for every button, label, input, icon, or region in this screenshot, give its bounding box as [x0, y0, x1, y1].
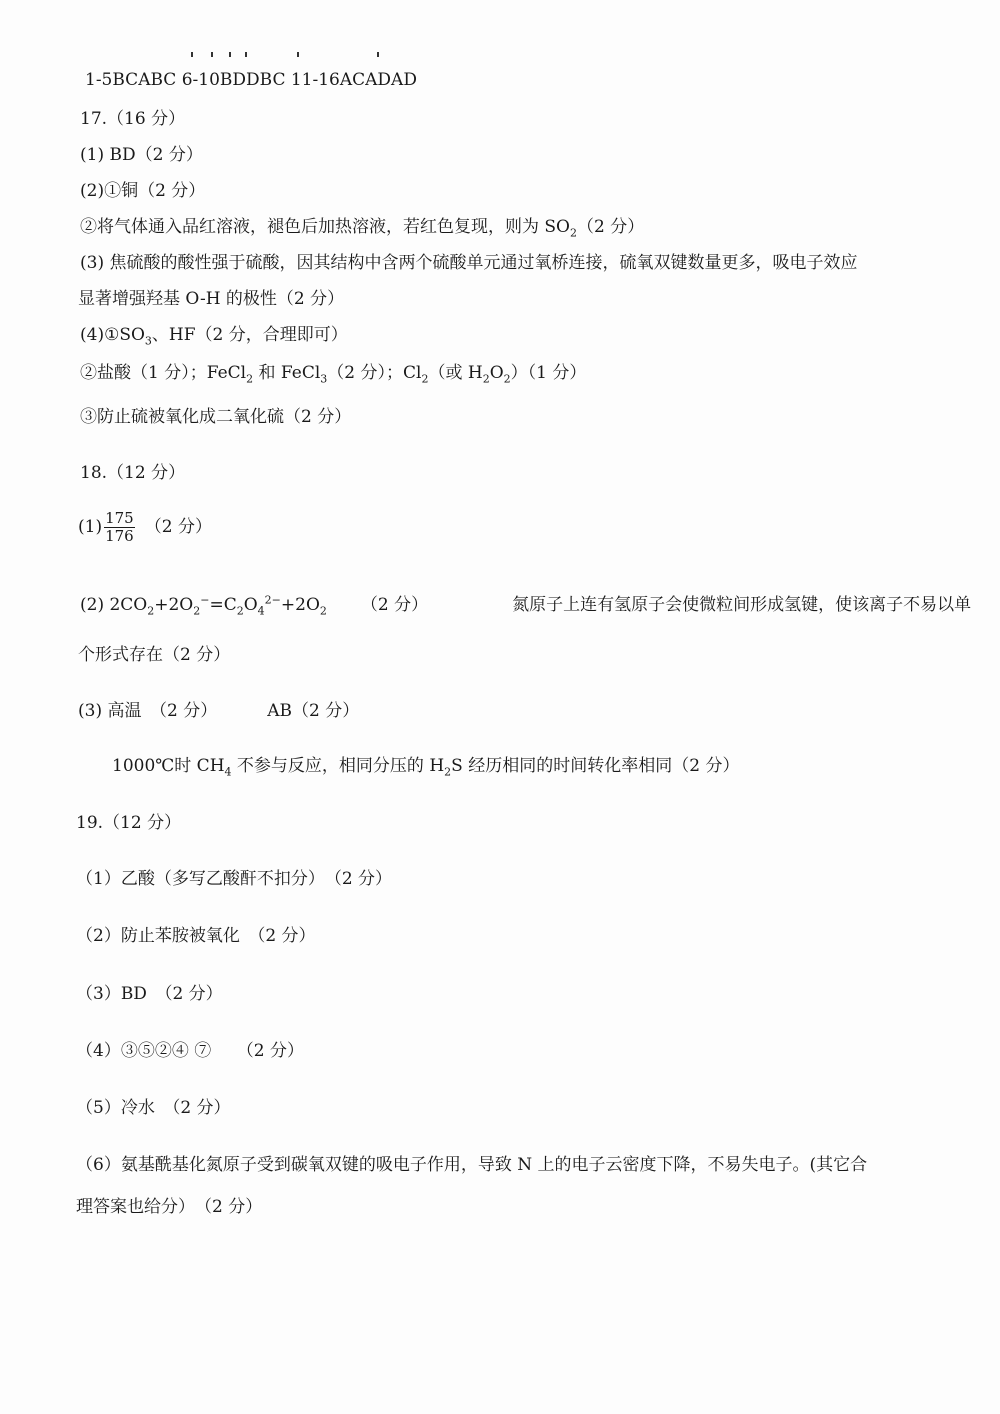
q18-part2-line2: 个形式存在（2 分）	[78, 645, 231, 665]
q19-part1: （1）乙酸（多写乙酸酐不扣分） （2 分）	[76, 869, 393, 889]
q17-part2-1: (2)①铜（2 分）	[80, 181, 206, 201]
q19-part6-line1: （6）氨基酰基化氮原子受到碳氧双键的吸电子作用，导致 N 上的电子云密度下降，不易失电子。(其它合	[76, 1155, 868, 1175]
q18-part2-line1: (2) $2CO_2+2O_2^-=C_2O_4^{2-}+2O_2$ （2 分） 氮原子上连有氢原子会使微粒间形成氢键，使该离子不易以单	[80, 593, 972, 618]
q17-part4-2: ②盐酸（1 分）；FeCl$_2$ 和 FeCl$_3$（2 分）；$Cl_2$（或 $H_2O_2)(1$ 分）	[80, 363, 587, 386]
q19-part6-line2: 理答案也给分） （2 分）	[76, 1197, 263, 1217]
q17-part2-2: ②将气体通入品红溶液，褪色后加热溶液，若红色复现，则为 $SO_2(2$ 分）	[80, 217, 645, 240]
q19-part3: （3）BD （2 分）	[76, 984, 223, 1004]
scan-artifact-marks	[185, 52, 385, 60]
q18-part3-line1: (3) 高温 （2 分） AB（2 分）	[78, 701, 360, 721]
q18-header: 18.（12 分）	[80, 463, 186, 483]
q17-header: 17.（16 分）	[80, 109, 186, 129]
q17-part3-line1: (3) 焦硫酸的酸性强于硫酸，因其结构中含两个硫酸单元通过氧桥连接，硫氧双键数量更多，吸电子效应	[80, 253, 858, 273]
q18-part1: (1) $\frac{175}{176}$ （2 分）	[78, 509, 212, 545]
q19-header: 19.（12 分）	[76, 813, 182, 833]
q17-part3-line2: 显著增强羟基 O-H 的极性（2 分）	[78, 289, 345, 309]
q17-part4-1: $(4)①SO_3$、HF（2 分，合理即可）	[80, 325, 348, 348]
fraction: $\frac{175}{176}$	[105, 509, 134, 545]
choice-answers: 1-5BCABC 6-10BDDBC 11-16ACADAD	[85, 70, 417, 90]
q17-part1: (1) BD（2 分）	[80, 145, 203, 165]
q19-part4: （4）③⑤②④ ⑦ （2 分）	[76, 1041, 304, 1061]
q19-part5: （5）冷水 （2 分）	[76, 1098, 231, 1118]
q17-part4-3: ③防止硫被氧化成二氧化硫（2 分）	[80, 407, 352, 427]
q19-part2: （2）防止苯胺被氧化 （2 分）	[76, 926, 316, 946]
q18-part3-line2: 1000℃时 $CH_4$ 不参与反应，相同分压的 $H_2S$ 经历相同的时间转化率相同（2 分）	[112, 756, 740, 779]
